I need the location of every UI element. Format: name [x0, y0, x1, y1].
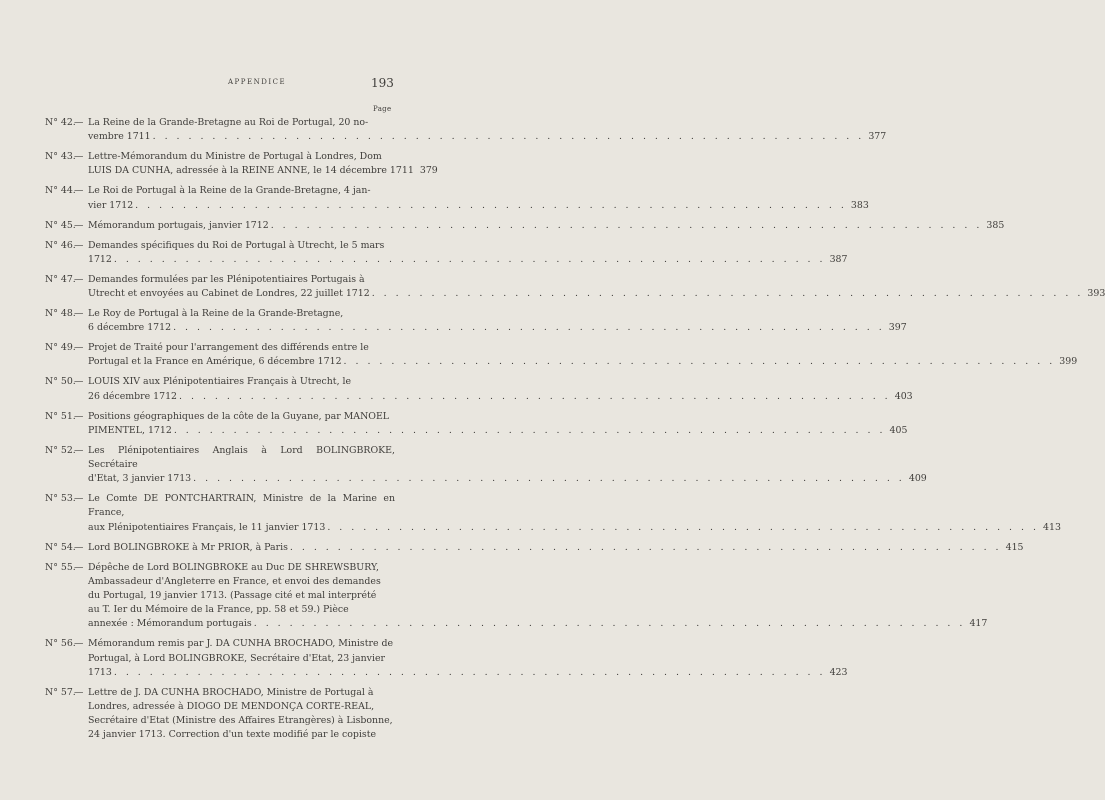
dot-leader: . . . . . . . . . . . . . . . . . . . . . . . . . . . . . . . . . . . . . . . . . . . . . . . . . . . . . . . . . . . .: [113, 666, 826, 678]
dot-leader: . . . . . . . . . . . . . . . . . . . . . . . . . . . . . . . . . . . . . . . . . . . . . . . . . . . . . . . . . . . .: [193, 473, 905, 485]
toc-entry: [45, 273, 1105, 301]
entry-text-line: 1712: [88, 253, 112, 265]
entry-text-line: Portugal et la France en Amérique, 6 décembre 1712: [88, 356, 342, 368]
entry-text-line: Projet de Traité pour l'arrangement des différends entre le: [88, 342, 369, 354]
entry-text-line: 1713: [88, 666, 112, 678]
entry-number: N° 42.: [45, 117, 76, 128]
entry-text-line: Lettre-Mémorandum du Ministre de Portugal à Londres, Dom: [88, 151, 382, 163]
entry-text-line: Dépêche de Lord BOLINGBROKE au Duc DE SHREWSBURY,: [88, 561, 379, 573]
entry-body: [88, 116, 887, 144]
entry-last-line: [88, 472, 927, 486]
entry-dash: —: [74, 561, 84, 573]
toc-entry: [45, 150, 438, 178]
entry-body: [88, 561, 988, 632]
entry-dash: —: [74, 185, 84, 197]
entry-text-line: Lord BOLINGBROKE à Mr PRIOR, à Paris: [88, 541, 288, 553]
entry-number: N° 49.: [45, 342, 76, 354]
page-reference: 403: [894, 390, 913, 402]
entry-dash: —: [74, 541, 84, 553]
running-title: APPENDICE: [228, 78, 287, 86]
entry-dash: —: [74, 686, 84, 698]
entry-number: N° 55.: [45, 561, 76, 573]
toc-entry: [45, 375, 913, 403]
entry-last-line: [88, 130, 887, 144]
dot-leader: . . . . . . . . . . . . . . . . . . . . . . . . . . . . . . . . . . . . . . . . . . . . . . . . . . . . . . . . . . . .: [371, 288, 1084, 300]
entry-dash: —: [74, 151, 84, 163]
entry-last-line: [88, 666, 848, 680]
entry-dash: —: [74, 308, 84, 320]
entry-number: N° 45.: [45, 219, 76, 231]
page-reference: 387: [829, 253, 848, 265]
entry-body: [88, 410, 908, 438]
entry-dash: —: [74, 638, 84, 650]
entry-text-line: Demandes formulées par les Plénipotentiaires Portugais à: [88, 273, 365, 285]
dot-leader: . . . . . . . . . . . . . . . . . . . . . . . . . . . . . . . . . . . . . . . . . . . . . . . . . . . . . . . . . . . .: [327, 521, 1039, 533]
entry-number: N° 56.: [45, 638, 76, 650]
entry-number: N° 44.: [45, 185, 76, 197]
page-reference: 383: [850, 199, 869, 211]
entry-number: N° 46.: [45, 239, 76, 251]
page-reference: 413: [1043, 521, 1061, 533]
entry-body: [88, 307, 907, 335]
entry-text-line: Londres, adressée à DIOGO DE MENDONÇA CORTE-REAL,: [88, 701, 375, 713]
entry-text-line: Ambassadeur d'Angleterre en France, et envoi des demandes: [88, 575, 381, 587]
toc-entry: [45, 541, 1024, 555]
page-reference: 385: [986, 219, 1005, 231]
entry-dash: —: [74, 342, 84, 354]
dot-leader: . . . . . . . . . . . . . . . . . . . . . . . . . . . . . . . . . . . . . . . . . . . . . . . . . . . . . . . . . . . .: [135, 199, 847, 211]
entry-last-line: [88, 199, 869, 213]
entry-text-line: vier 1712: [88, 199, 134, 211]
entry-number: N° 48.: [45, 308, 76, 320]
entry-last-line: [88, 253, 848, 267]
entry-text-line: Demandes spécifiques du Roi de Portugal à Utrecht, le 5 mars: [88, 239, 385, 251]
entry-text-line: annexée : Mémorandum portugais: [88, 618, 252, 630]
page-reference: 405: [889, 424, 908, 436]
page-reference: 397: [888, 322, 907, 334]
entry-text-line: vembre 1711: [88, 131, 151, 143]
entry-last-line: [88, 287, 1105, 301]
entry-last-line: [88, 617, 988, 631]
entry-body: [88, 150, 438, 178]
entry-text-line: 26 décembre 1712: [88, 390, 178, 402]
toc-entry: [45, 219, 1005, 233]
entry-last-line: [88, 355, 1078, 369]
dot-leader: . . . . . . . . . . . . . . . . . . . . . . . . . . . . . . . . . . . . . . . . . . . . . . . . . . . . . . . . . . . .: [253, 618, 966, 630]
entry-dash: —: [74, 273, 84, 285]
entry-body: [88, 541, 1024, 555]
entry-body: [88, 375, 913, 403]
entry-text-line: Le Comte DE PONTCHARTRAIN, Ministre de la Marine en France,: [88, 493, 395, 519]
toc-entry: [45, 184, 869, 212]
entry-body: [88, 444, 927, 487]
entry-body: [88, 341, 1078, 369]
entry-dash: —: [74, 444, 84, 456]
entry-text-line: 24 janvier 1713. Correction d'un texte modifié par le copiste: [88, 729, 377, 741]
dot-leader: . . . . . . . . . . . . . . . . . . . . . . . . . . . . . . . . . . . . . . . . . . . . . . . . . . . . . . . . . . . .: [343, 356, 1056, 368]
entry-text-line: Utrecht et envoyées au Cabinet de Londres, 22 juillet 1712: [88, 288, 370, 300]
entry-last-line: [88, 219, 1005, 233]
toc-entry: [45, 492, 1061, 535]
page-reference: 399: [1059, 356, 1078, 368]
entry-text-line: Secrétaire d'Etat (Ministre des Affaires Etrangères) à Lisbonne,: [88, 715, 393, 727]
entry-number: N° 51.: [45, 410, 76, 422]
entry-text-line: Positions géographiques de la côte de la Guyane, par MANOEL: [88, 410, 390, 422]
dot-leader: . . . . . . . . . . . . . . . . . . . . . . . . . . . . . . . . . . . . . . . . . . . . . . . . . . . . . . . . . . . .: [173, 424, 886, 436]
entry-body: [88, 273, 1105, 301]
entry-number: N° 43.: [45, 151, 76, 163]
entry-text-line: PIMENTEL, 1712: [88, 424, 172, 436]
entry-body: [88, 239, 848, 267]
entry-dash: —: [74, 219, 84, 231]
entry-text-line: LUIS DA CUNHA, adressée à la REINE ANNE, le 14 décembre 1711: [88, 165, 414, 177]
entry-text-line: Mémorandum remis par J. DA CUNHA BROCHADO, Ministre de: [88, 638, 394, 650]
entry-last-line: [88, 541, 1024, 555]
entry-text-line: 6 décembre 1712: [88, 322, 172, 334]
entry-last-line: [88, 164, 438, 178]
dot-leader: . . . . . . . . . . . . . . . . . . . . . . . . . . . . . . . . . . . . . . . . . . . . . . . . . . . . . . . . . . . .: [152, 131, 865, 143]
entry-dash: —: [74, 376, 84, 388]
page-header: [0, 76, 505, 92]
dot-leader: . . . . . . . . . . . . . . . . . . . . . . . . . . . . . . . . . . . . . . . . . . . . . . . . . . . . . . . . . . . .: [270, 219, 983, 231]
entry-text-line: du Portugal, 19 janvier 1713. (Passage cité et mal interprété: [88, 590, 377, 602]
dot-leader: [414, 164, 416, 178]
dot-leader: . . . . . . . . . . . . . . . . . . . . . . . . . . . . . . . . . . . . . . . . . . . . . . . . . . . . . . . . . . . .: [113, 253, 826, 265]
entry-body: [88, 219, 1005, 233]
entry-number: N° 47.: [45, 273, 76, 285]
entry-text-line: Le Roi de Portugal à la Reine de la Grande-Bretagne, 4 jan-: [88, 185, 371, 197]
entry-text-line: d'Etat, 3 janvier 1713: [88, 473, 192, 485]
page-reference: 415: [1005, 541, 1024, 553]
page-column-label: Page: [373, 105, 392, 113]
entry-dash: —: [74, 117, 84, 128]
dot-leader: . . . . . . . . . . . . . . . . . . . . . . . . . . . . . . . . . . . . . . . . . . . . . . . . . . . . . . . . . . . .: [289, 541, 1002, 553]
entry-number: N° 52.: [45, 444, 76, 456]
page-reference: 423: [829, 666, 848, 678]
page-reference: 409: [908, 473, 927, 485]
page-reference: 417: [969, 618, 988, 630]
entry-text-line: LOUIS XIV aux Plénipotentiaires Français à Utrecht, le: [88, 376, 352, 388]
toc-entry: [45, 116, 887, 144]
entry-text-line: Mémorandum portugais, janvier 1712: [88, 219, 269, 231]
entry-last-line: [88, 321, 907, 335]
entry-dash: —: [74, 239, 84, 251]
entry-body: [88, 492, 1061, 535]
toc-entry: [45, 637, 848, 680]
entry-number: N° 54.: [45, 541, 76, 553]
entry-text-line: aux Plénipotentiaires Français, le 11 janvier 1713: [88, 521, 326, 533]
entry-number: N° 57.: [45, 686, 76, 698]
entry-text-line: La Reine de la Grande-Bretagne au Roi de Portugal, 20 no-: [88, 117, 369, 128]
entry-last-line: [88, 390, 913, 404]
page-reference: 393: [1087, 288, 1105, 300]
contents-list: [45, 116, 1105, 748]
entry-body: [88, 686, 395, 743]
toc-entry: [45, 410, 908, 438]
entry-body: [88, 637, 848, 680]
page-reference: 377: [868, 131, 887, 143]
page-reference: 379: [419, 165, 438, 177]
page-number: 193: [371, 76, 394, 90]
toc-entry: [45, 307, 907, 335]
dot-leader: . . . . . . . . . . . . . . . . . . . . . . . . . . . . . . . . . . . . . . . . . . . . . . . . . . . . . . . . . . . .: [179, 390, 891, 402]
toc-entry: [45, 239, 848, 267]
entry-body: [88, 184, 869, 212]
entry-number: N° 50.: [45, 376, 76, 388]
toc-entry: [45, 561, 988, 632]
entry-last-line: [88, 521, 1061, 535]
entry-dash: —: [74, 410, 84, 422]
entry-last-line: [88, 424, 908, 438]
entry-text-line: au T. Ier du Mémoire de la France, pp. 58 et 59.) Pièce: [88, 604, 349, 616]
toc-entry: [45, 686, 395, 743]
toc-entry: [45, 444, 927, 487]
entry-text-line: Les Plénipotentiaires Anglais à Lord BOLINGBROKE, Secrétaire: [88, 444, 395, 471]
entry-number: N° 53.: [45, 493, 76, 505]
entry-dash: —: [74, 493, 84, 505]
toc-entry: [45, 341, 1078, 369]
entry-text-line: Le Roy de Portugal à la Reine de la Grande-Bretagne,: [88, 308, 344, 320]
entry-text-line: Lettre de J. DA CUNHA BROCHADO, Ministre de Portugal à: [88, 686, 374, 698]
entry-text-line: Portugal, à Lord BOLINGBROKE, Secrétaire d'Etat, 23 janvier: [88, 652, 386, 664]
dot-leader: . . . . . . . . . . . . . . . . . . . . . . . . . . . . . . . . . . . . . . . . . . . . . . . . . . . . . . . . . . . .: [173, 322, 885, 334]
